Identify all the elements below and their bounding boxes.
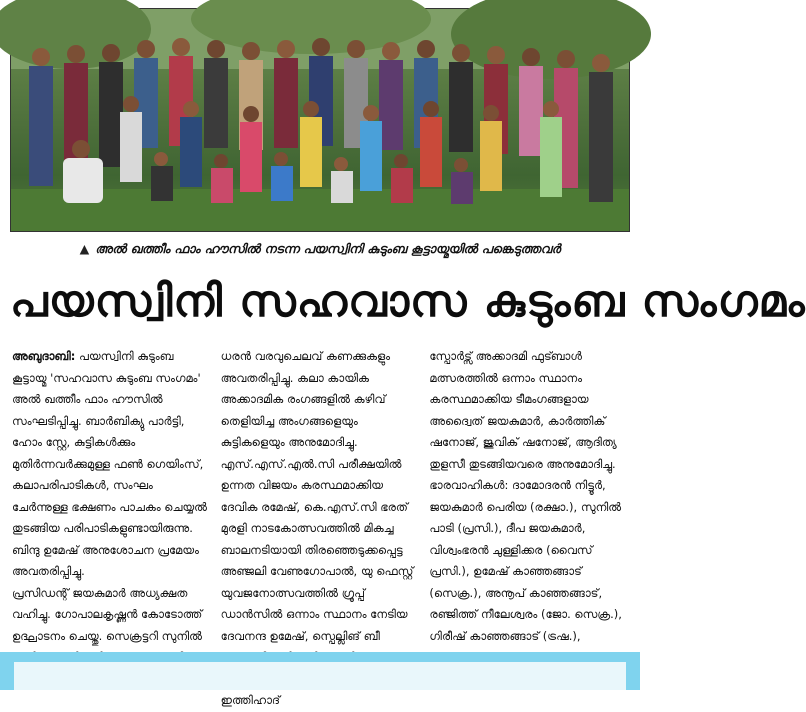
article-text: ഭാരവാഹികൾ: ദാമോദരൻ നിട്ടൂർ, ജയകുമാർ പെരിയ (രക്ഷാ.), സുനിൽ പാടി (പ്രസി.), ദീപ ജയകുമാർ, വിശ്വംഭരൻ ചുള്ളിക്കര (വൈസ് പ്രസി.), ഉമേഷ് കാഞ്ഞങ്ങാട് (സെക്ര.), അനൂപ് കാഞ്ഞങ്ങാട്, രഞ്ജിത്ത് നീലേശ്വരം (ജോ. സെക്ര.), ഗിരീഷ് കാഞ്ഞങ്ങാട് (ട്രഷ.), xyxy=(429,478,622,643)
article-text: പയസ്വിനി കുടുംബ കൂട്ടായ്മ 'സഹവാസ കുടുംബ സംഗമം' അൽ ഖത്തീം ഫാം ഹൗസിൽ സംഘടിപ്പിച്ചു. ബാർബിക്യു പാർട്ടി, ഹോം സ്റ്റേ, കുട്ടികൾക്കും മുതിർന്നവർക്കുമുള്ള ഫൺ ഗെയിംസ്, കലാപരിപാടികൾ, സംഘം ചേർന്നുള്ള ഭക്ഷണം പാചകം ചെയ്യൽ തുടങ്ങിയ പരിപാടികളുണ്ടായിരുന്നു. ബിന്ദു ഉമേഷ് അനുശോചന പ്രമേയം അവതരിപ്പിച്ചു. xyxy=(12,349,207,578)
article-paragraph xyxy=(429,475,628,669)
bottom-band-inner xyxy=(14,662,626,690)
headline: പയസ്വിനി സഹവാസ കുടുംബ സംഗമം xyxy=(10,276,806,327)
article-body xyxy=(12,346,628,707)
article-text: ധരൻ വരവുചെലവ് കണക്കുകളും അവതരിപ്പിച്ചു. കലാ കായിക അക്കാദമിക രംഗങ്ങളിൽ കഴിവ് തെളിയിച്ച അംഗങ്ങളെയും കുട്ടികളെയും അനുമോദിച്ചു. എസ്.എസ്.എൽ.സി പരീക്ഷയിൽ ഉന്നത വിജയം കരസ്ഥമാക്കിയ ദേവിക രമേഷ്, കെ.എസ്.സി ഭരത് മുരളി നാടകോത്സവത്തിൽ മികച്ച ബാലനടിയായി തിരഞ്ഞെടുക്കപ്പെട്ട അഞ്ജലി വേണുഗോപാൽ, യു ഫെസ്റ്റ് യുവജനോത്സവത്തിൽ ഗ്രൂപ്പ് ഡാൻസിൽ ഒന്നാം സ്ഥാനം നേടിയ ദേവനന്ദ ഉമേഷ്, സ്പെല്ലിങ് ബീ ഇത്തിഹാദ് xyxy=(220,349,414,707)
article-column-1 xyxy=(12,346,211,643)
caption-marker-icon: ▲ xyxy=(79,241,90,256)
article-column-2 xyxy=(220,346,420,707)
group-photo xyxy=(10,8,630,232)
article-paragraph xyxy=(429,346,628,475)
dateline: അബുദാബി: xyxy=(12,349,76,363)
article-text: സ്പോർട്സ് അക്കാദമി ഫുട്ബാൾ മത്സരത്തിൽ ഒന്നാം സ്ഥാനം കരസ്ഥമാക്കിയ ടീമംഗങ്ങളായ അദ്വൈത് ജയകുമാർ, കാർത്തിക് ഷനോജ്, ജുവിക് ഷനോജ്, ആദിത്യ തുളസീ തുടങ്ങിയവരെ അനുമോദിച്ചു. xyxy=(429,349,617,471)
group-photo-illustration xyxy=(11,9,629,231)
article-text: പ്രസിഡന്റ് ജയകുമാർ അധ്യക്ഷത വഹിച്ചു. ഗോപാലകൃഷ്ണൻ കോടോത്ത് ഉദ്ഘാടനം ചെയ്തു. സെക്രട്ടറി സുനിൽ xyxy=(12,585,203,643)
photo-caption xyxy=(10,240,630,258)
bottom-band xyxy=(0,652,640,690)
article-column-3 xyxy=(429,346,628,643)
article-paragraph xyxy=(12,346,211,583)
caption-text: അൽ ഖത്തീം ഫാം ഹൗസിൽ നടന്ന പയസ്വിനി കുടുംബ കൂട്ടായ്മയിൽ പങ്കെടുത്തവർ xyxy=(95,241,561,256)
